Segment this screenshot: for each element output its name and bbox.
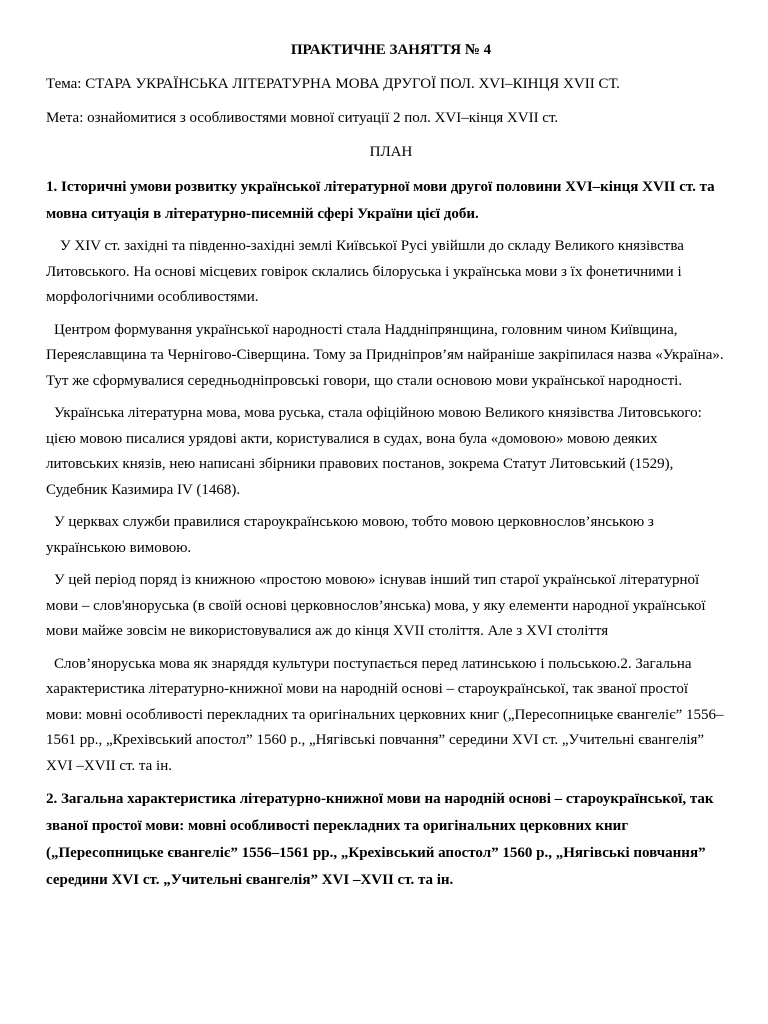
- paragraph: У цей період поряд із книжною «простою мовою» існував інший тип старої української літературної мови – слов'яноруська (в своїй основі церковнослов’янська) мова, у яку елементи народної української мови майже зовсім не використовувалися аж до кінця XVII століття. Але з XVI століття: [46, 572, 706, 639]
- section-1-heading: 1. Історичні умови розвитку української літературної мови другої половини XVI–кінця XVII ст. та мовна ситуація в літературно-писемній сфері України цієї доби.: [46, 179, 715, 222]
- document-page: [46, 38, 726, 900]
- paragraph: У XIV ст. західні та південно-західні землі Київської Русі увійшли до складу Великого князівства Литовського. На основі місцевих говірок склались білоруська і українська мови з їх фонетичними і морфологічними особливостями.: [46, 238, 684, 305]
- paragraph: Центром формування української народності стала Наддніпрянщина, головним чином Київщина, Переяславщина та Чернігово-Сіверщина. Тому за Придніпров’ям найраніше закріпилася назва «Україна». Тут же сформувалися середньодніпровські говори, що стали основою мови української народності.: [46, 321, 724, 389]
- paragraph: У церквах служби правилися староукраїнською мовою, тобто мовою церковнослов’янською з українською вимовою.: [46, 514, 654, 556]
- paragraph: Українська літературна мова, мова руська, стала офіційною мовою Великого князівства Литовського: цією мовою писалися урядові акти, користувалися в судах, вона була «домовою» мовою деяких литовських князів, нею написані збірники правових постанов, зокрема Статут Литовський (1529), Судебник Казимира IV (1468).: [46, 405, 702, 498]
- topic-line: Тема: СТАРА УКРАЇНСЬКА ЛІТЕРАТУРНА МОВА ДРУГОЇ ПОЛ. XVI–КІНЦЯ XVII СТ.: [46, 76, 620, 92]
- plan-heading: ПЛАН: [369, 144, 413, 160]
- paragraph: Слов’яноруська мова як знаряддя культури поступається перед латинською і польською.2. Загальна характеристика літературно-книжної мови на народній основі – староукраїнської, так званої простої мови: мовні особливості перекладних та оригінальних церковних книг („Пересопницьке євангеліє” 1556–1561 рр., „Крехівський апостол” 1560 р., „Нягівські повчання” середини XVI ст. „Учительні євангелія” XVI –XVII ст. та ін.: [46, 655, 724, 774]
- section-2-heading: 2. Загальна характеристика літературно-книжної мови на народній основі – староукраїнської, так званої простої мови: мовні особливості перекладних та оригінальних церковних книг („Пересопницьке євангеліє” 1556–1561 рр., „Крехівський апостол” 1560 р., „Нягівські повчання” середини XVI ст. „Учительні євангелія” XVI –XVII ст. та ін.: [46, 791, 714, 888]
- page-title: ПРАКТИЧНЕ ЗАНЯТТЯ № 4: [290, 42, 492, 58]
- goal-line: Мета: ознайомитися з особливостями мовної ситуації 2 пол. XVI–кінця XVII ст.: [46, 110, 559, 126]
